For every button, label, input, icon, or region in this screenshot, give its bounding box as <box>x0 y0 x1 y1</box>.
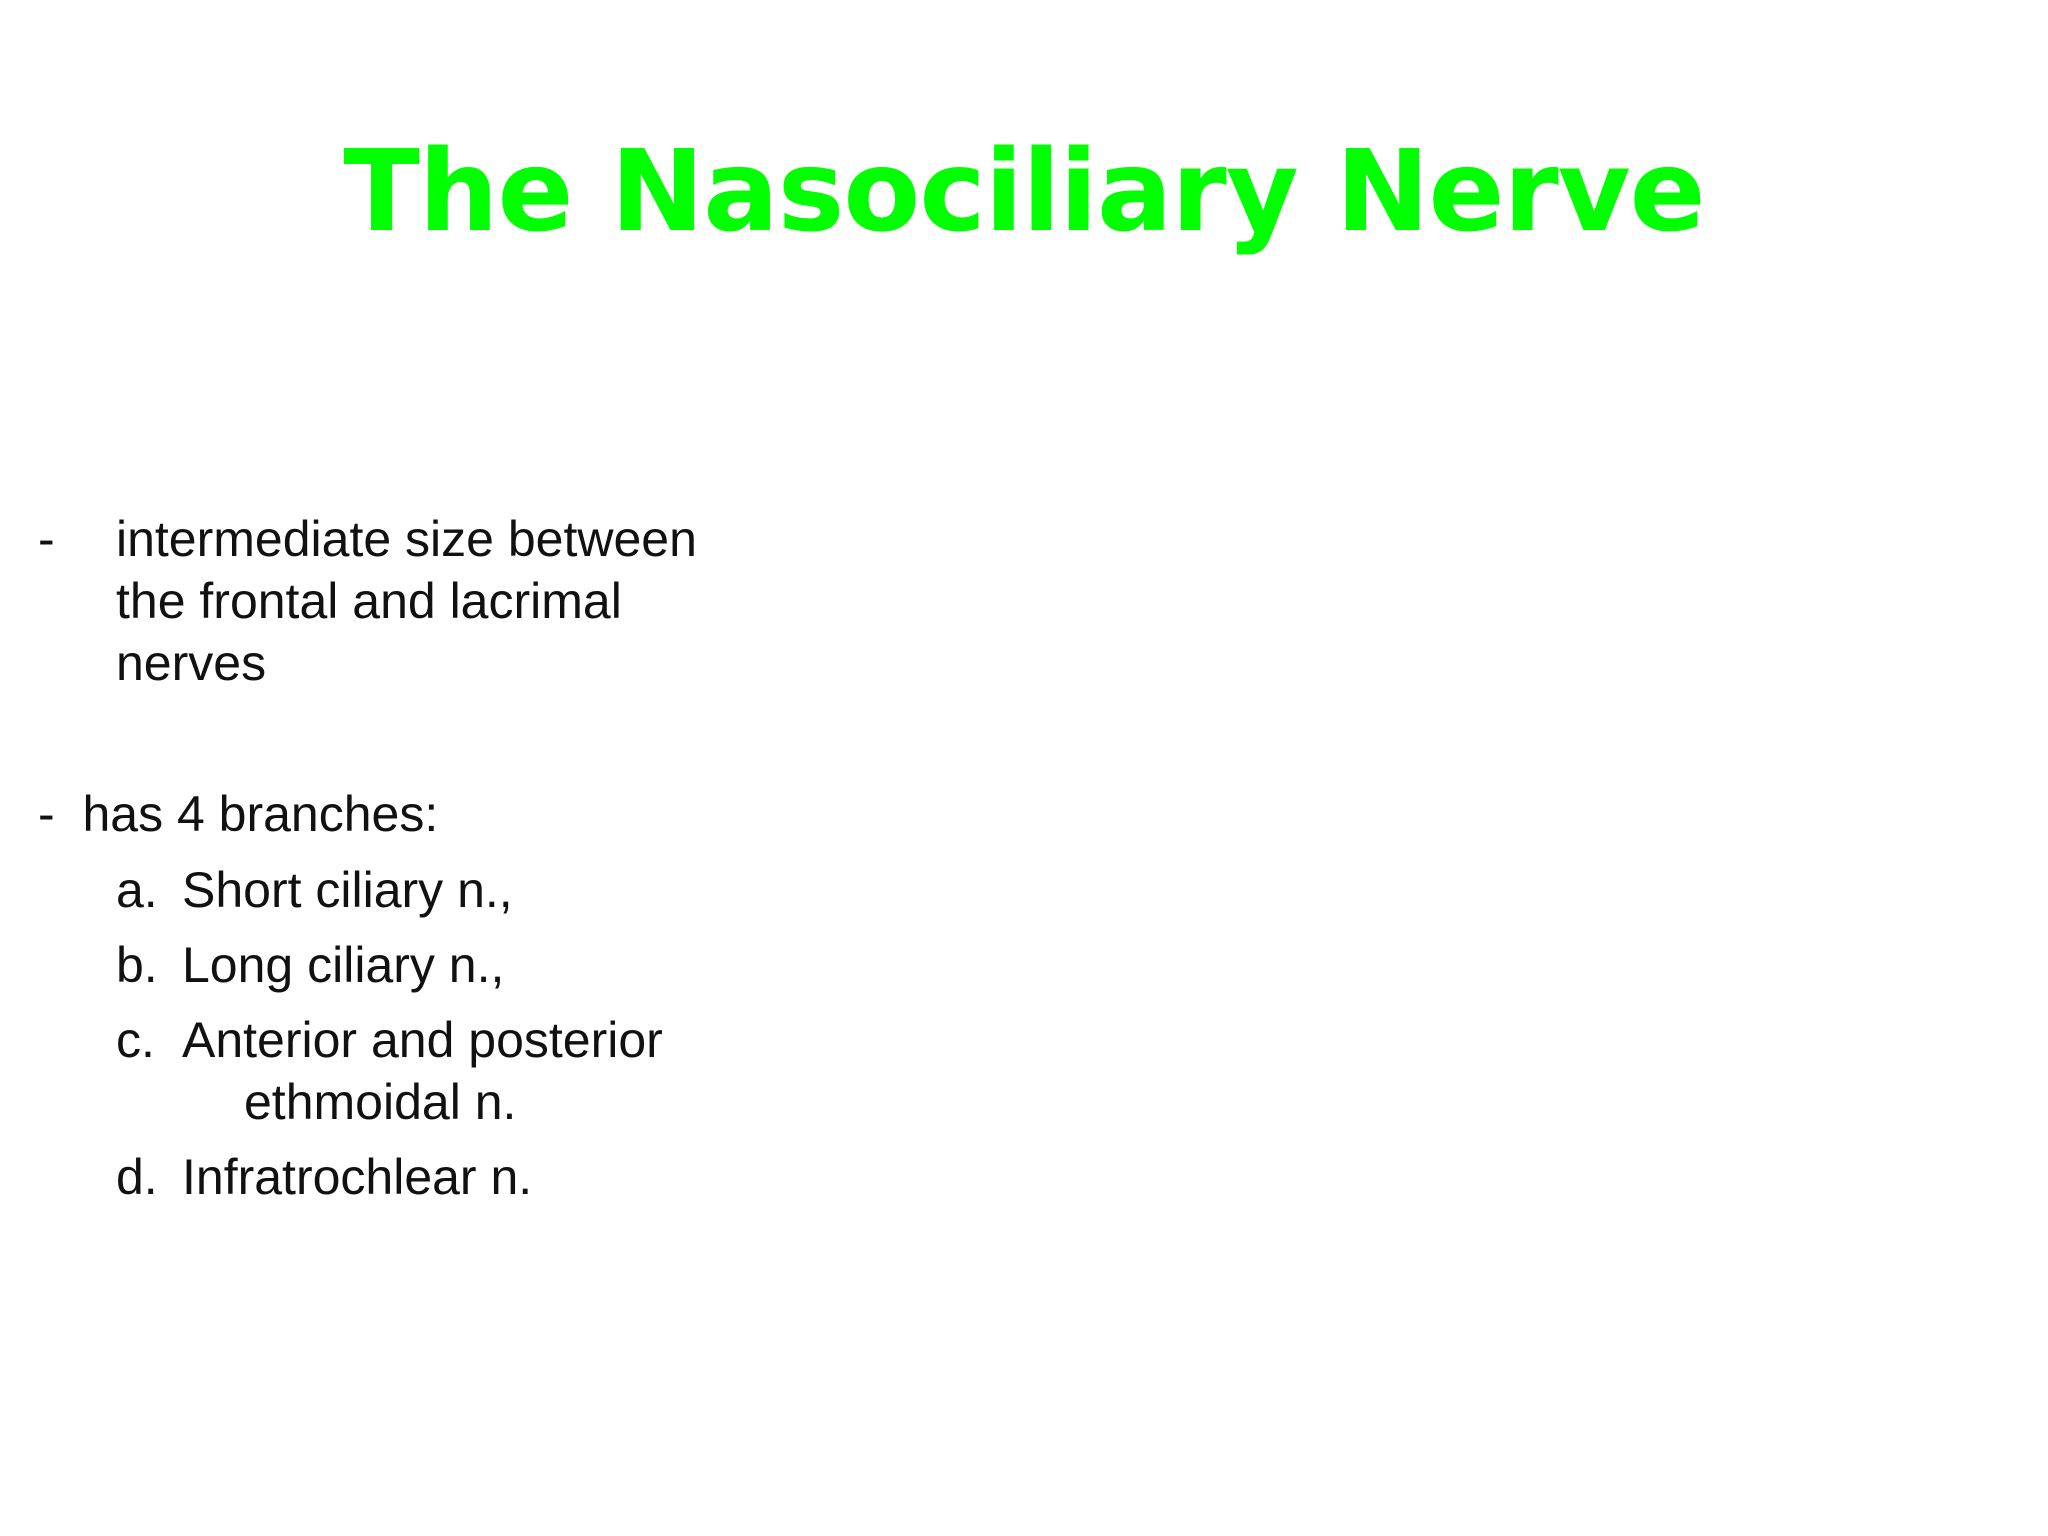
branch-item-b <box>116 934 504 996</box>
bullet-line: the frontal and lacrimal <box>116 573 622 629</box>
branch-item-d <box>116 1146 532 1208</box>
bullet-line: intermediate size between <box>116 511 697 567</box>
branch-item-a <box>116 859 513 921</box>
branch-text: Short ciliary n., <box>182 862 513 918</box>
slide-title: The Nasociliary Nerve <box>343 127 1705 257</box>
branch-marker: c. <box>116 1012 155 1068</box>
branch-marker: b. <box>116 937 158 993</box>
bullet-text <box>116 508 756 694</box>
branch-marker: d. <box>116 1149 158 1205</box>
bullet-marker: - <box>38 511 55 567</box>
bullet-line: nerves <box>116 635 267 691</box>
bullet-label: has 4 branches: <box>82 786 439 842</box>
branch-text: Infratrochlear n. <box>182 1149 533 1205</box>
branch-text: Anterior and posterior <box>182 1012 663 1068</box>
bullet-text <box>38 783 438 845</box>
branch-marker: a. <box>116 862 158 918</box>
branch-text: Long ciliary n., <box>182 937 505 993</box>
branch-item-c-continuation: ethmoidal n. <box>244 1074 517 1130</box>
branch-item-c <box>116 1009 663 1071</box>
bullet-marker: - <box>38 786 55 842</box>
